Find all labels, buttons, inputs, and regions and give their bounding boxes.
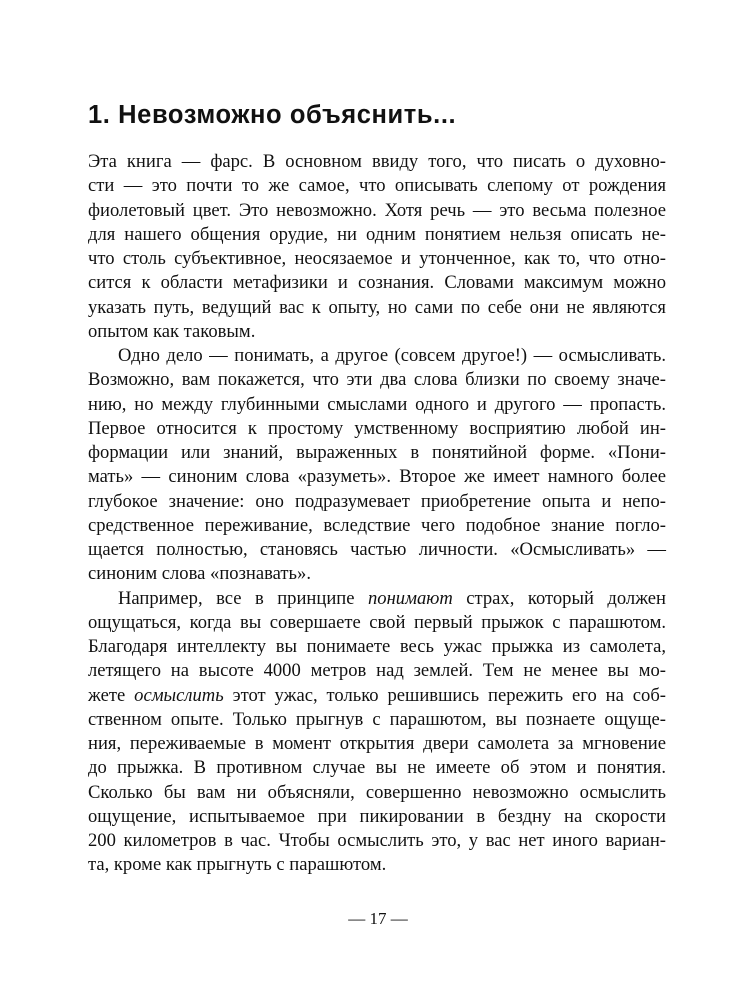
text-line: для нашего общения орудие, ни одним понятием нельзя описать не-	[88, 223, 666, 245]
text-line: опытом как таковым.	[88, 320, 256, 342]
text-line: ния, переживаемые в момент открытия двери самолета за мгновение	[88, 733, 666, 754]
body-text	[88, 150, 666, 878]
text-line: формации или знаний, выраженных в понятийной форме. «Пони-	[88, 442, 666, 463]
text-line: Благодаря интеллекту вы понимаете весь ужас прыжка из самолета,	[88, 636, 666, 657]
emphasis: осмыслить	[134, 684, 224, 706]
page-number: — 17 —	[348, 909, 408, 928]
text-line: Первое относится к простому умственному восприятию любой ин-	[88, 417, 666, 439]
text-line: что столь субъективное, неосязаемое и утонченное, как то, что отно-	[88, 248, 666, 269]
emphasis: понимают	[367, 587, 453, 609]
text-line: Сколько бы вам ни объясняли, совершенно невозможно осмыслить	[88, 781, 666, 803]
text-line: глубокое значение: оно подразумевает приобретение опыта и непо-	[88, 490, 666, 512]
text-line: синоним слова «познавать».	[88, 563, 311, 585]
text-line: Возможно, вам покажется, что эти два слова близки по своему значе-	[88, 369, 666, 391]
text-line: щается полностью, становясь частью личности. «Осмысливать» —	[88, 539, 666, 560]
text-line: та, кроме как прыгнуть с парашютом.	[88, 854, 387, 876]
text-line	[88, 684, 666, 708]
text-line: ственном опыте. Только прыгнув с парашютом, вы познаете ощуще-	[88, 708, 666, 730]
text-line: 200 километров в час. Чтобы осмыслить это, у вас нет иного вариан-	[88, 830, 666, 851]
text-line: ощущаться, когда вы совершаете свой первый прыжок с парашютом.	[88, 611, 666, 633]
text-line: летящего на высоте 4000 метров над землей. Тем не менее вы мо-	[88, 660, 666, 682]
text-line: до прыжка. В противном случае вы не имеете об этом и понятия.	[88, 757, 666, 779]
text-line	[88, 587, 666, 611]
text-run: страх, который должен	[452, 587, 666, 609]
text-line: фиолетовый цвет. Это невозможно. Хотя речь — это весьма полезное	[88, 199, 666, 221]
chapter-title: 1. Невозможно объяснить...	[88, 101, 457, 129]
text-line: средственное переживание, вследствие чего подобное знание погло-	[88, 514, 666, 536]
text-line: нию, но между глубинными смыслами одного и другого — пропасть.	[88, 393, 666, 415]
text-line: Одно дело — понимать, а другое (совсем другое!) — осмысливать.	[118, 345, 666, 366]
text-line: сится к области метафизики и сознания. Словами максимум можно	[88, 272, 666, 294]
text-run: жете	[88, 684, 135, 706]
text-run: этот ужас, только решившись пережить его на соб-	[223, 684, 666, 706]
paragraph	[88, 150, 666, 344]
text-line: ощущение, испытываемое при пикировании в бездну на скорости	[88, 805, 666, 827]
paragraph	[88, 587, 666, 878]
paragraph	[88, 344, 666, 587]
text-line: мать» — синоним слова «разуметь». Второе же имеет намного более	[88, 466, 666, 488]
text-line: сти — это почти то же самое, что описывать слепому от рождения	[88, 175, 666, 197]
text-line: указать путь, ведущий вас к опыту, но сами по себе они не являются	[88, 296, 666, 318]
text-line: Эта книга — фарс. В основном ввиду того, что писать о духовно-	[88, 151, 666, 172]
text-run: Например, все в принципе	[118, 587, 368, 609]
